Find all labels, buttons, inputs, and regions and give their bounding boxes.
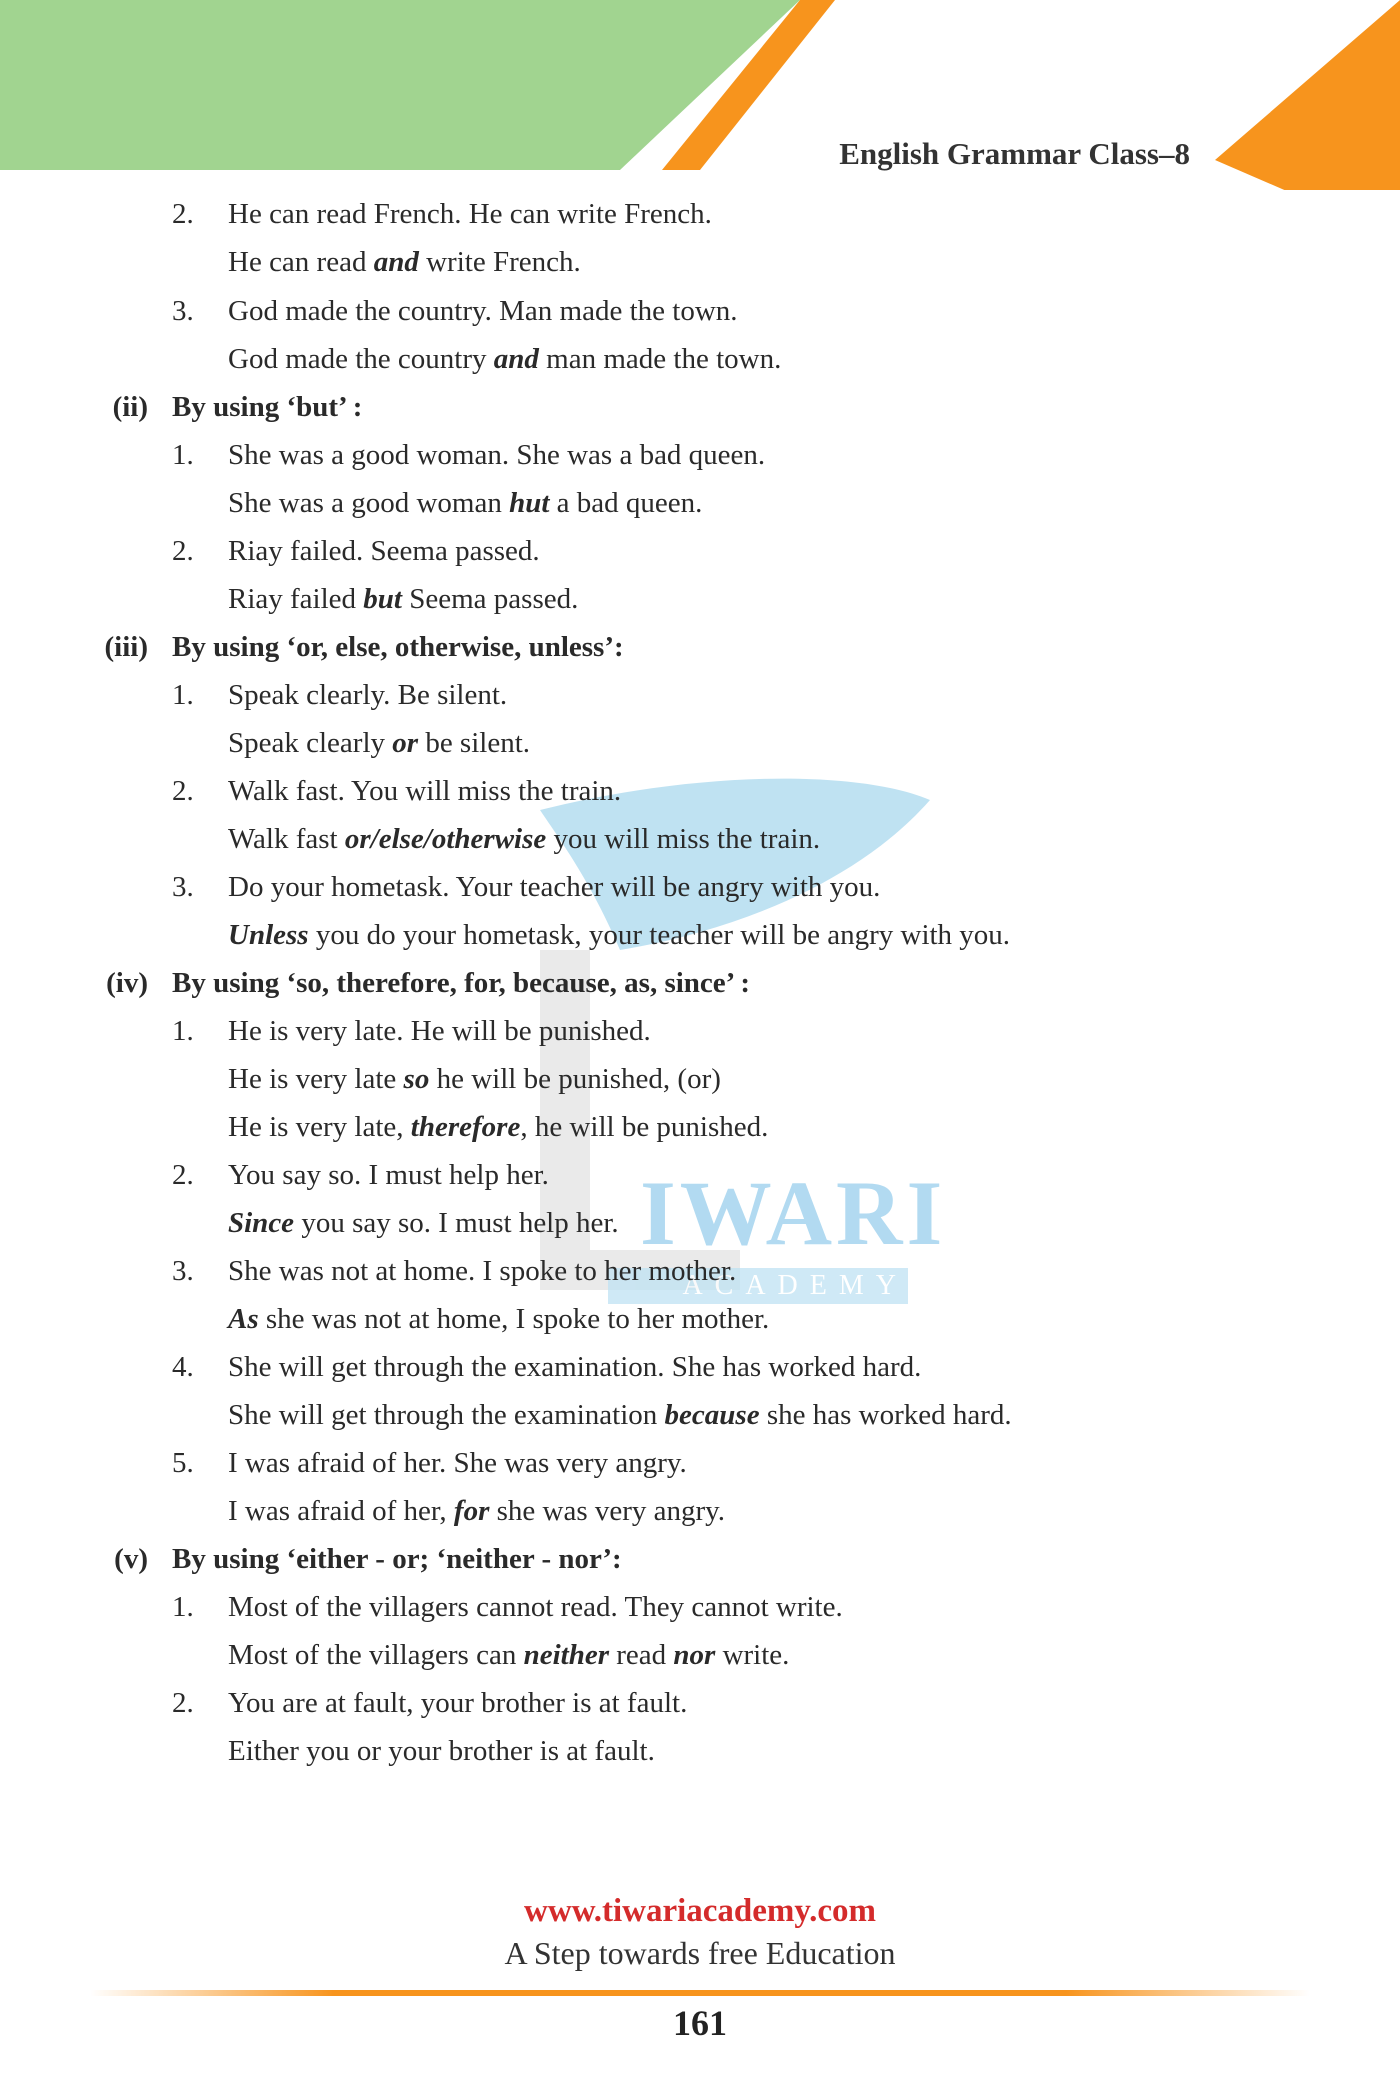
original-sentence: I was afraid of her. She was very angry. — [228, 1447, 687, 1479]
sentence-fragment: He can read — [228, 246, 374, 278]
emphasized-conjunction: or — [392, 727, 419, 759]
item-number: 4. — [172, 1351, 194, 1383]
watermark-sub-text: ACADEMY — [608, 1268, 908, 1304]
emphasized-conjunction: hut — [509, 487, 550, 519]
combined-sentence — [228, 1301, 769, 1337]
original-sentence: God made the country. Man made the town. — [228, 295, 738, 327]
original-sentence: She was not at home. I spoke to her mother. — [228, 1255, 737, 1287]
emphasized-conjunction: or/else/otherwise — [344, 823, 547, 855]
section-title: By using ‘either - or; ‘neither - nor’: — [172, 1543, 622, 1575]
combined-sentence — [228, 1493, 725, 1529]
combined-sentence — [228, 1061, 721, 1097]
sentence-fragment: she was not at home, I spoke to her mother. — [258, 1303, 770, 1335]
sentence-fragment: man made the town. — [538, 343, 782, 375]
sentence-fragment: Most of the villagers can — [228, 1639, 524, 1671]
combined-sentence — [228, 244, 581, 280]
combined-sentence — [228, 485, 702, 521]
item-number: 2. — [172, 535, 194, 567]
sentence-fragment: Walk fast — [228, 823, 345, 855]
footer-tagline: A Step towards free Education — [504, 1935, 896, 1971]
sentence-fragment: Riay failed — [228, 583, 364, 615]
header-banner — [0, 0, 1400, 190]
item-number: 1. — [172, 1015, 194, 1047]
section-title: By using ‘or, else, otherwise, unless’: — [172, 631, 624, 663]
original-sentence: Most of the villagers cannot read. They cannot write. — [228, 1591, 843, 1623]
sentence-fragment: He is very late — [228, 1063, 404, 1095]
sentence-fragment: he will be punished, (or) — [429, 1063, 721, 1095]
orange-triangle-right — [1215, 0, 1400, 190]
item-number: 1. — [172, 679, 194, 711]
footer-website-link[interactable]: www.tiwariacademy.com — [524, 1893, 876, 1929]
item-number: 3. — [172, 871, 194, 903]
emphasized-conjunction: nor — [673, 1639, 716, 1671]
original-sentence: Do your hometask. Your teacher will be angry with you. — [228, 871, 881, 903]
original-sentence: Walk fast. You will miss the train. — [228, 775, 622, 807]
sentence-fragment: I was afraid of her, — [228, 1495, 454, 1527]
original-sentence: Riay failed. Seema passed. — [228, 535, 540, 567]
sentence-fragment: you say so. I must help her. — [294, 1207, 619, 1239]
emphasized-conjunction: and — [493, 343, 539, 375]
sentence-fragment: be silent. — [418, 727, 531, 759]
section-number: (iv) — [106, 967, 148, 999]
item-number: 2. — [172, 1159, 194, 1191]
combined-sentence — [228, 581, 578, 617]
section-number: (v) — [114, 1543, 148, 1575]
sentence-fragment: you do your hometask, your teacher will be angry with you. — [308, 919, 1011, 951]
section-title: By using ‘so, therefore, for, because, as, since’ : — [172, 967, 751, 999]
emphasized-conjunction: Unless — [228, 919, 309, 951]
emphasized-conjunction: for — [453, 1495, 490, 1527]
item-number: 2. — [172, 775, 194, 807]
combined-sentence-alt — [228, 1109, 768, 1145]
sentence-fragment: Speak clearly — [228, 727, 393, 759]
combined-sentence — [228, 1733, 655, 1769]
emphasized-conjunction: therefore — [410, 1111, 521, 1143]
item-number: 3. — [172, 1255, 194, 1287]
original-sentence: He is very late. He will be punished. — [228, 1015, 651, 1047]
item-number: 1. — [172, 439, 194, 471]
original-sentence: He can read French. He can write French. — [228, 198, 712, 230]
combined-sentence — [228, 917, 1010, 953]
combined-sentence — [228, 821, 820, 857]
item-number: 5. — [172, 1447, 194, 1479]
original-sentence: You are at fault, your brother is at fault. — [228, 1687, 688, 1719]
sentence-fragment: God made the country — [228, 343, 494, 375]
green-band — [0, 0, 800, 170]
sentence-fragment: She was a good woman — [228, 487, 510, 519]
sentence-fragment: write. — [715, 1639, 790, 1671]
section-number: (ii) — [112, 391, 148, 423]
emphasized-conjunction: and — [373, 246, 419, 278]
original-sentence: You say so. I must help her. — [228, 1159, 549, 1191]
original-sentence: She will get through the examination. She has worked hard. — [228, 1351, 922, 1383]
sentence-fragment: you will miss the train. — [546, 823, 821, 855]
page-number: 161 — [673, 2003, 727, 2043]
emphasized-conjunction: because — [664, 1399, 760, 1431]
combined-sentence — [228, 1397, 1012, 1433]
sentence-fragment: , he will be punished. — [520, 1111, 769, 1143]
combined-sentence — [228, 725, 530, 761]
sentence-fragment: She will get through the examination — [228, 1399, 665, 1431]
sentence-fragment: read — [608, 1639, 674, 1671]
original-sentence: Speak clearly. Be silent. — [228, 679, 508, 711]
combined-sentence — [228, 341, 781, 377]
emphasized-conjunction: neither — [523, 1639, 609, 1671]
combined-sentence — [228, 1637, 789, 1673]
sentence-fragment: He is very late, — [228, 1111, 411, 1143]
footer-divider — [90, 1990, 1310, 1996]
original-sentence: She was a good woman. She was a bad queen. — [228, 439, 766, 471]
item-number: 2. — [172, 198, 194, 230]
section-title: By using ‘but’ : — [172, 391, 363, 423]
emphasized-conjunction: but — [363, 583, 402, 615]
emphasized-conjunction: so — [403, 1063, 430, 1095]
sentence-fragment: Either you or your brother is at fault. — [228, 1735, 655, 1767]
watermark-brand-text: IWARI — [640, 1162, 947, 1264]
section-number: (iii) — [104, 631, 148, 663]
item-number: 3. — [172, 295, 194, 327]
item-number: 1. — [172, 1591, 194, 1623]
sentence-fragment: a bad queen. — [549, 487, 703, 519]
header-title: English Grammar Class–8 — [839, 136, 1190, 171]
sentence-fragment: she has worked hard. — [759, 1399, 1012, 1431]
emphasized-conjunction: Since — [228, 1207, 295, 1239]
emphasized-conjunction: As — [228, 1303, 259, 1335]
sentence-fragment: write French. — [418, 246, 581, 278]
sentence-fragment: Seema passed. — [401, 583, 579, 615]
combined-sentence — [228, 1205, 619, 1241]
item-number: 2. — [172, 1687, 194, 1719]
sentence-fragment: she was very angry. — [489, 1495, 726, 1527]
